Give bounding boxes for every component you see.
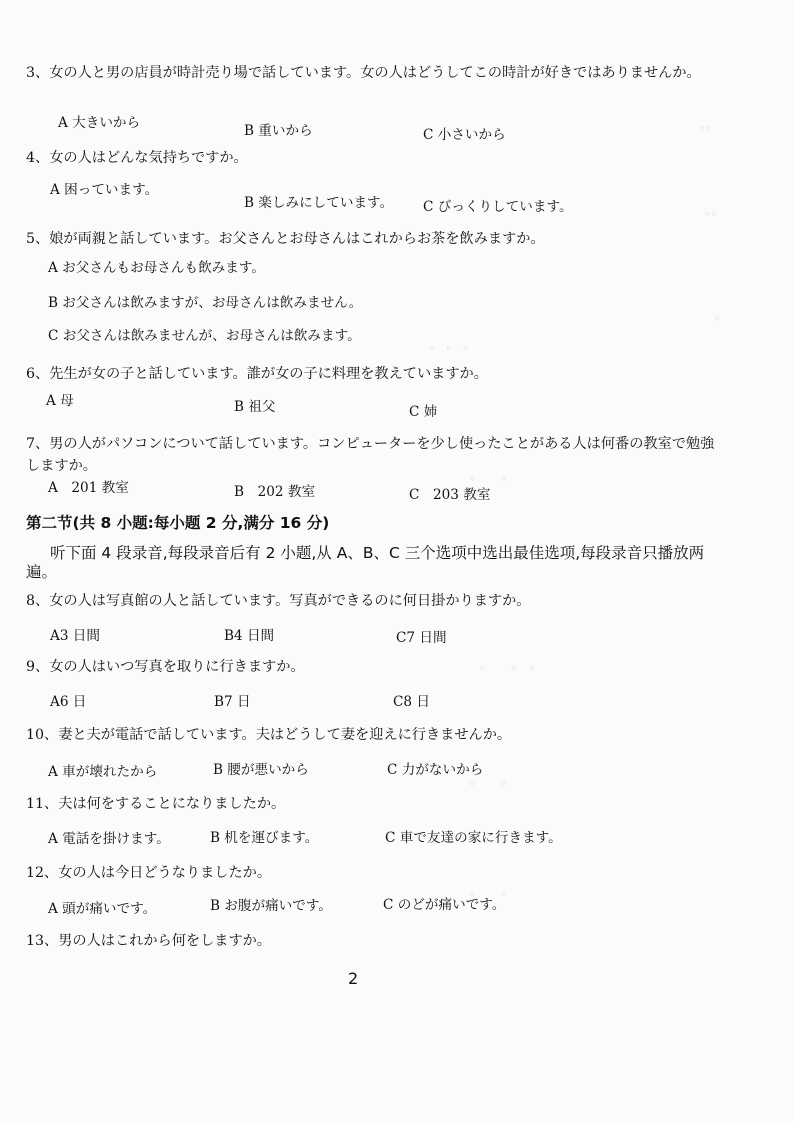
option-c[interactable]: C 小さいから xyxy=(423,127,506,143)
bleed-through: 。 xyxy=(715,307,728,322)
option-a[interactable]: A3 日間 xyxy=(50,628,100,644)
option-c[interactable]: C のどが痛いです。 xyxy=(383,897,506,913)
question-stem: 4、女の人はどんな気持ちですか。 xyxy=(26,150,248,166)
question-stem: 9、女の人はいつ写真を取りに行きますか。 xyxy=(26,659,305,675)
option-c[interactable]: C 車で友達の家に行きます。 xyxy=(385,830,562,846)
option-b[interactable]: B 重いから xyxy=(244,123,313,139)
question-stem: 12、女の人は今日どうなりましたか。 xyxy=(26,865,272,881)
option-c[interactable]: C 力がないから xyxy=(387,762,484,778)
option-a[interactable]: A 大きいから xyxy=(58,115,141,131)
question-stem: 13、男の人はこれから何をしますか。 xyxy=(26,933,272,949)
option-c[interactable]: C 姉 xyxy=(409,404,438,420)
bleed-through: 。。 xyxy=(705,202,724,217)
question-stem: 3、女の人と男の店員が時計売り場で話しています。女の人はどうしてこの時計が好きではありませんか。 xyxy=(26,65,701,81)
bleed-through: 。 。 xyxy=(470,882,514,897)
page-number: 2 xyxy=(348,969,359,988)
option-b[interactable]: B4 日間 xyxy=(224,628,275,644)
question-stem: 6、先生が女の子と話しています。誰が女の子に料理を教えていますか。 xyxy=(26,366,488,382)
option-a[interactable]: A 頭が痛いです。 xyxy=(48,901,157,917)
question-stem: 11、夫は何をすることになりましたか。 xyxy=(26,796,286,812)
option-a[interactable]: A 困っています。 xyxy=(50,182,159,198)
question-stem: 7、男の人がパソコンについて話しています。コンピューターを少し使ったことがある人は何番の教室で勉強しますか。 xyxy=(26,436,715,474)
option-b[interactable]: B 202 教室 xyxy=(234,484,316,500)
option-b[interactable]: B 机を運びます。 xyxy=(210,830,319,846)
option-a[interactable]: A6 日 xyxy=(50,694,87,710)
option-a[interactable]: A 車が壊れたから xyxy=(48,764,158,780)
option-a[interactable]: A 電話を掛けます。 xyxy=(48,831,170,847)
bleed-through: 。 。 xyxy=(470,772,514,787)
bleed-through: 。 。 。 xyxy=(430,337,476,352)
option-a[interactable]: A お父さんもお母さんも飲みます。 xyxy=(48,260,265,276)
option-a[interactable]: A 母 xyxy=(46,393,74,409)
option-b[interactable]: B7 日 xyxy=(214,694,251,710)
option-b[interactable]: B お腹が痛いです。 xyxy=(210,898,332,914)
bleed-through: 。。 xyxy=(700,117,719,132)
option-c[interactable]: C 203 教室 xyxy=(409,487,491,503)
option-c[interactable]: C8 日 xyxy=(393,694,430,710)
option-b[interactable]: B お父さんは飲みますが、お母さんは飲みません。 xyxy=(48,295,363,311)
question-stem: 5、娘が両親と話しています。お父さんとお母さんはこれからお茶を飲みますか。 xyxy=(26,231,545,247)
option-c[interactable]: C7 日間 xyxy=(396,630,447,646)
option-b[interactable]: B 楽しみにしています。 xyxy=(244,195,394,211)
section-title: 第二节(共 8 小题:每小题 2 分,满分 16 分) xyxy=(26,514,330,532)
option-a[interactable]: A 201 教室 xyxy=(48,480,129,496)
option-c[interactable]: C お父さんは飲みませんが、お母さんは飲みます。 xyxy=(48,328,361,344)
option-c[interactable]: C びっくりしています。 xyxy=(423,199,573,215)
bleed-through: 。 。 xyxy=(470,467,514,482)
question-stem: 8、女の人は写真館の人と話しています。写真ができるのに何日掛かりますか。 xyxy=(26,593,531,609)
option-b[interactable]: B 祖父 xyxy=(234,399,276,415)
question-stem: 10、妻と夫が電話で話しています。夫はどうして妻を迎えに行きませんか。 xyxy=(26,727,512,743)
section-instructions: 听下面 4 段录音,每段录音后有 2 小题,从 A、B、C 三个选项中选出最佳选项,每段录音只播放两遍。 xyxy=(26,544,705,581)
option-b[interactable]: B 腰が悪いから xyxy=(213,762,309,778)
bleed-through: 。 。 。 xyxy=(480,657,543,672)
